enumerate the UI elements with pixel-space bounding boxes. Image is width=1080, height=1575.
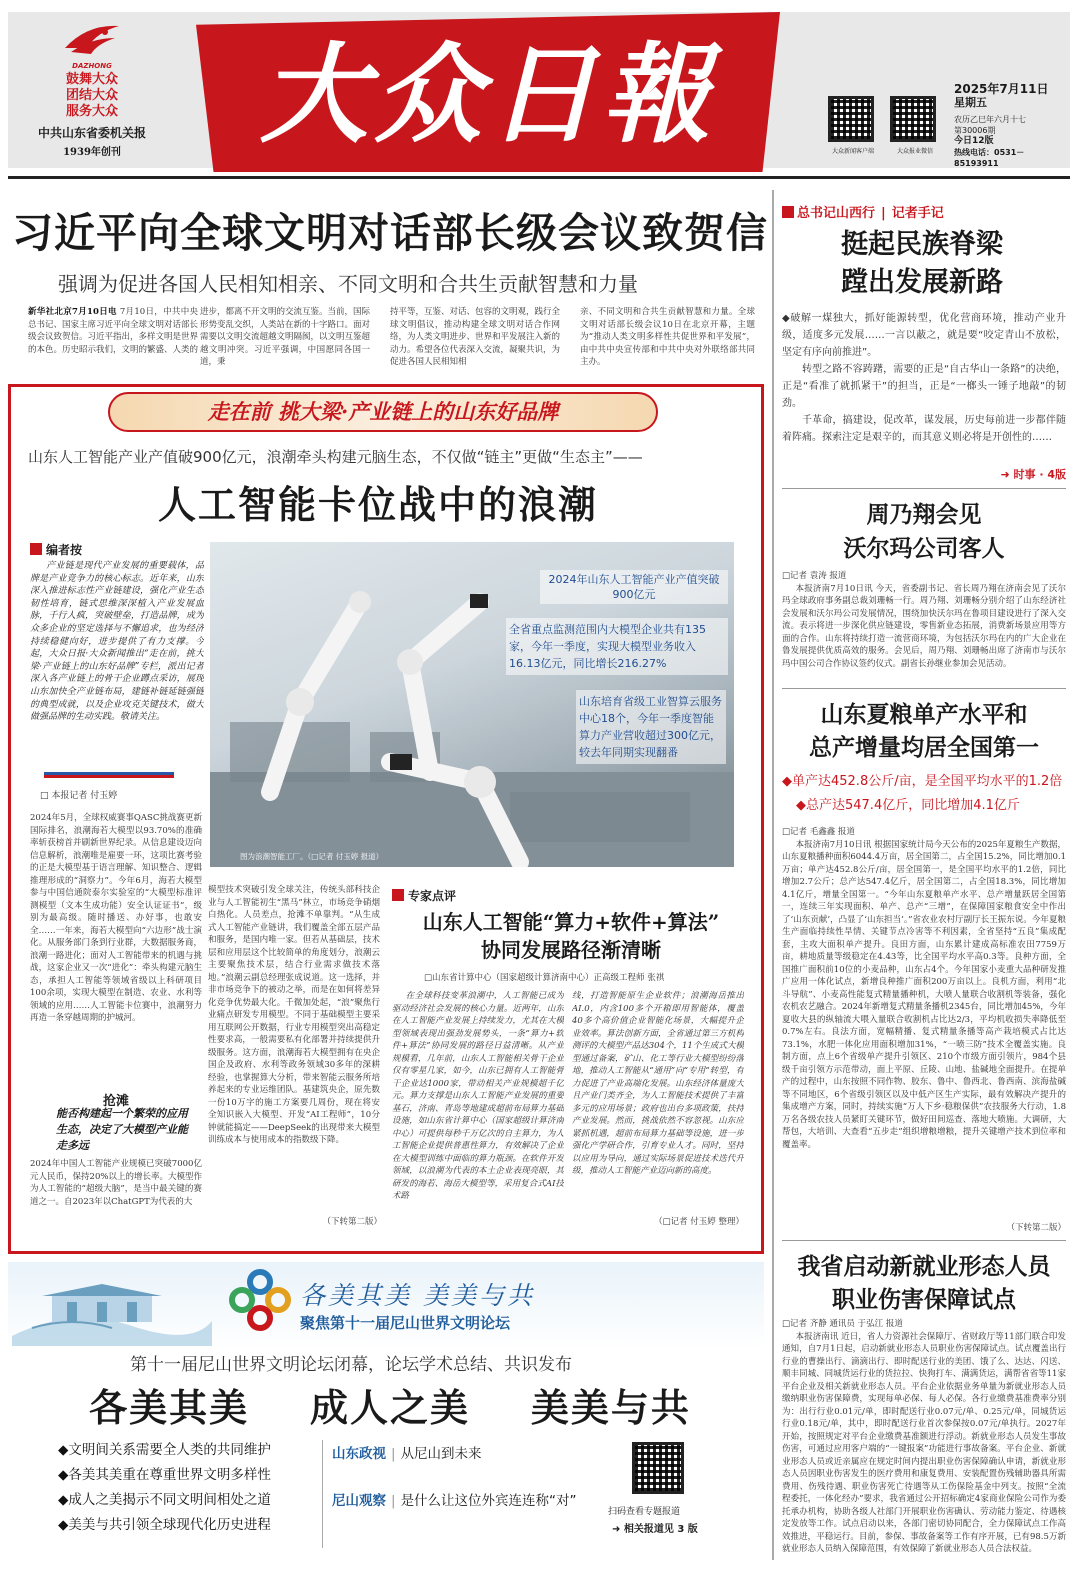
sidebar-tag2: 记者手记 xyxy=(891,206,944,221)
sidebar-col-p3: 千革命，搞建设，促改革，谋发展，历史每前进一步都伴随着阵痛。探索注定是艰辛的，而其意义则必将是开创性的…… xyxy=(782,415,1066,443)
sidebar-divider xyxy=(772,190,774,1560)
sidebar-rule-3 xyxy=(782,1240,1066,1241)
link2-text: 是什么让这位外宾连连称“对” xyxy=(400,1493,577,1509)
sidebar-col-title-1: 挺起民族脊梁 xyxy=(841,229,1003,260)
qr-block-2 xyxy=(890,96,940,155)
sidebar-col-title xyxy=(782,226,1062,302)
lead-col-3: 持平等，互鉴、对话、包容的文明观，践行全球文明倡议，推动构建全球文明对话合作网络，为人类文明进步、世界和平发展注入新的动力。希望各位代表深入交流，凝聚共识，为促进各国人民相知相 xyxy=(390,307,560,367)
breakthrough-tag: 抢滩 xyxy=(102,1094,129,1109)
story3-jump[interactable]: （下转第二版） xyxy=(1006,1223,1066,1233)
lead-subhead: 强调为促进各国人民相知相亲、不同文明和合共生贡献智慧和力量 xyxy=(58,272,638,296)
sidebar-rule-1 xyxy=(782,488,1066,489)
story4-title xyxy=(782,1250,1066,1316)
qr-block-1 xyxy=(828,96,878,155)
feature-kicker: 山东人工智能产业产值破900亿元，浪潮牵头构建元脑生态，不仅做“链主”更做“生态主”—— xyxy=(28,448,643,466)
hotline-label: 热线电话：0531－85193911 xyxy=(954,148,1025,168)
editor-tag-row xyxy=(30,541,200,558)
stat-box-2: 全省重点监测范围内大模型企业共有135家，今年一季度，实现大模型业务收入16.13亿元，同比增长216.27% xyxy=(506,618,728,675)
story4-text: 本报济南讯 近日，省人力资源社会保障厅、省财政厅等11部门联合印发通知，自7月1日起，启动新就业形态人员职业伤害保障试点。试点覆盖出行行业的曹操出行、滴滴出行、即时配送行业的美团、饿了么、达达、闪送、顺丰同城、同城货运行业的货拉拉、快狗打车、满满货运，满帮省省等11家平台企业及相关新就业形态人员。平台企业依据业务单量为新就业形态人员缴纳职业伤害保障费，实现每单必保、每人必保。各行业缴费基准费率分别为：出行行业0.01元/单，即时配送行业0.07元/单、0.25元/单，同城货运行业0.18元/单，其中，即时配送行业首次参保按0.07元/单执行。2027年开始，按照规定对平台企业缴费基准额进行浮动。新就业形态人员发生事故伤害，可通过应用客户端的“一键报案”功能进行事故备案。平台企业、新就业形态人员或近亲属应在规定时间内提出职业伤害保障确认申请，新就业形态人员因职业伤害发生的医疗费用和康复费用、安装配置伤残辅助器具所需费用、伤残待遇、职业伤害死亡待遇等从工伤保险基金中列支。按照“全流程委托，一体化经办”要求，我省通过公开招标确定4家商业保险公司作为委托承办机构，协助各级人社部门开展职业伤害确认、劳动能力鉴定、待遇核定发放等工作。试点启动以来，各部门密切协同配合，全力保障试点工作高效推进，平稳运行。目前，参保、事故备案等工作有序开展，已有98.5万新就业形态人员纳入保障范围，有效保障了新就业形态人员合法权益。 xyxy=(782,1331,1066,1554)
expert-tag: 专家点评 xyxy=(408,889,457,903)
lead-col-2: 进步，都离不开文明的交流互鉴。当前，国际形势变乱交织，人类站在新的十字路口。面对需要以文明交流超越文明隔阂，以文明互鉴超越文明冲突。习近平强调，中国愿同各国一道，秉 xyxy=(200,307,370,367)
breakthrough-quote: 能否构建起一个繁荣的应用生态，决定了大模型产业能走多远 xyxy=(56,1107,188,1152)
date-label: 2025年7月11日 xyxy=(954,82,1049,96)
lunar-label: 农历乙巳年六月十七 xyxy=(954,115,1026,124)
tag-square-icon xyxy=(30,543,42,555)
slogan-3: 服务大众 xyxy=(65,104,118,119)
feature-banner: 走在前 挑大梁·产业链上的山东好品牌 xyxy=(207,399,559,424)
forum-logo-icon xyxy=(228,1268,292,1332)
editor-note-rule-red xyxy=(44,775,174,778)
story3-body xyxy=(782,826,1066,1222)
qr2-label: 大众报业微信 xyxy=(896,148,933,155)
bottom-points xyxy=(58,1438,318,1538)
story3-bullet-1: ◆单产达452.8公斤/亩，是全国平均水平的1.2倍 xyxy=(782,774,1063,789)
sidebar-col-jump[interactable]: ➜ 时事 · 4版 xyxy=(1000,468,1066,481)
dazhong-logo-icon xyxy=(57,18,127,62)
qr1-label: 大众新闻客户端 xyxy=(831,148,874,155)
weekday-label: 星期五 xyxy=(954,96,987,109)
bottom-point-2: ◆各美其美重在尊重世界文明多样性 xyxy=(58,1467,271,1483)
bottom-jump[interactable]: ➜ 相关报道见 3 版 xyxy=(612,1524,698,1535)
expert-col1-text: 在全球科技变革浪潮中，人工智能已成为驱动经济社会发展的核心力量。近两年，山东在人工智能产业发展上持续发力，尤其在大模型领域表现出强劲发展势头，一条“算力+软件+算法”协同发展的路径日益清晰。从产业规模看，几年前，山东人工智能相关骨干企业仅有零星几家，如今，山东已拥有人工智能骨干企业达1000家，带动相关产业规模超千亿元。算力支撑是山东人工智能产业发展的重要基石，济南、青岛等地建成超前布局算力基础设施，如山东省计算中心（国家超级计算济南中心）可提供每秒千万亿次的自主算力，为人工智能企业提供普惠性算力，有效解决了企业在大模型训练中面临的算力瓶颈。在软件开发领域，以浪潮为代表的本土企业表现亮眼，其研发的海若、海岳大模型等，采用复合式AI技术路 xyxy=(392,991,564,1201)
story3-title xyxy=(782,698,1066,764)
stat-box-3: 山东培育省级工业智算云服务中心18个，今年一季度智能算力产业营收超过300亿元，较去年同期实现翻番 xyxy=(576,690,726,764)
story3-title-2: 总产增量均居全国第一 xyxy=(809,734,1039,761)
bottom-qr-label: 扫码查看专题报道 xyxy=(608,1507,681,1517)
expert-tag-row xyxy=(392,887,562,904)
bottom-divider xyxy=(322,1440,323,1548)
stat-box-1: 2024年山东人工智能产业产值突破900亿元 xyxy=(540,570,728,604)
story3-bullet-2: ◆总产达547.4亿斤，同比增加4.1亿斤 xyxy=(796,798,1020,813)
sidebar-tag: 总书记山西行 xyxy=(797,206,876,221)
expert-title-2: 协同发展路径渐清晰 xyxy=(481,938,661,962)
expert-sign: （□记者 付玉婷 整理） xyxy=(654,1217,744,1227)
expert-col1 xyxy=(392,990,564,1230)
expert-title-1: 山东人工智能“算力+软件+算法” xyxy=(422,910,720,934)
story3-byline: □记者 毛鑫鑫 报道 xyxy=(782,827,855,837)
feature-body-col2-jump[interactable]: （下转第二版） xyxy=(322,1217,382,1227)
logo-text: DAZHONG xyxy=(72,62,112,70)
masthead-left xyxy=(12,16,172,166)
story2-byline: □记者 袁涛 报道 xyxy=(782,571,847,581)
bottom-focus: 聚焦第十一届尼山世界文明论坛 xyxy=(300,1314,511,1332)
lead-dateline: 新华社北京7月10日电 xyxy=(28,307,117,317)
lead-col-1 xyxy=(28,306,198,370)
feature-body-col1b: 2024年中国人工智能产业规模已突破7000亿元人民币，保持20%以上的增长率。大模型作为人工智能的“超级大脑”，是当中最关键的赛道之一。自2023年以ChatGPT为代表的大 xyxy=(30,1159,202,1207)
qr-code-icon xyxy=(890,96,936,142)
temple-illustration-icon xyxy=(12,1266,212,1346)
bottom-headline: 各美其美 成人之美 美美与共 xyxy=(89,1385,691,1430)
expert-col2: 线，打造智能原生企业软件；浪潮海岳推出AI.0，内含100多个开箱即用智能体，覆盖40多个高价值企业智能化场景，大幅提升企业效率。算法创新方面，全省通过第三方机构测评的大模型产品达304个，11个生成式大模型通过备案，矿山、化工等行业大模型纷纷落地，推动人工智能从“通用”向“专用”转型，有力促进了产业高端化发展。山东经济体量庞大且产业门类齐全，为人工智能技术提供了丰富多元的应用场景；政府也出台多项政策，扶持产业发展。然而，挑战依然不容忽视。山东应紧抓机遇，超前布局算力基础等设施，进一步强化产学研合作，引育专业人才。同时，坚持以应用为导向，通过实际场景促进技术迭代升级，推动人工智能产业迈向新的高度。 xyxy=(572,991,744,1176)
tag-square-icon xyxy=(392,889,404,901)
editor-tag: 编者按 xyxy=(46,543,83,557)
bottom-link-2[interactable]: 尼山观察 | 是什么让这位外宾连连称“对” xyxy=(332,1493,577,1509)
sidebar-rule-2 xyxy=(782,688,1066,689)
date-block xyxy=(954,84,1064,169)
founded-label: 1939年创刊 xyxy=(63,147,121,158)
story3-text: 本报济南7月10日讯 根据国家统计局今天公布的2025年夏粮生产数据，山东夏粮播种面积6044.4万亩，居全国第二，占全国15.2%，同比增加0.1万亩；单产达452.8公斤/亩，居全国第一，是全国平均水平的1.2倍，同比增加2.7公斤；总产达547.4亿斤，居全国第二，占全国18.3%，同比增加4.1亿斤，增量全国第一。“今年山东夏粮单产水平、总产增量跃居全国第一，连续三年实现面积、单产、总产“三增”，在保障国家粮食安全中作出了‘山东贡献’，凸显了‘山东担当’。”省农业农村厅副厅长王振东说。今年夏粮生产面临持续性旱情、关键节点冷害等不利因素，全省坚持“五良”集成配套，主攻大面积单产提升。良田方面，山东累计建成高标准农田7759万亩，耕地质量等级稳定在4.43等，比全国平均水平高0.3等。良种方面，全国推广面积前10位的小麦品种，山东占4个。今年国家小麦重大品种研发推广应用一体化试点，新增良种推广面积200万亩以上。良机方面，利用“北斗导航”、小麦高性能复式精量播种机，大喷人量联合收割机等装备，强化农机农艺融合。2024年新增复式精量条播机2345台，同比增加45%，今年夏收大县的纵轴流大喂入量联合收割机占比达2/3，平均机收损失率降低至0.7%左右。良法方面，宽幅精播、复式精量条播等高产栽培模式占比达73.1%，水肥一体化应用面积增加31%，“一喷三防”技术全覆盖实施。良制方面，点上6个省级单产提升引领区、210个市级方面引领片，984个县级千亩引领方示范带动，面上平原、丘陵、山地、盐碱地全面提升。在提单产的过程中，山东按照不同作物、胶东、鲁中、鲁西北、鲁西南、滨海盐碱等不同地区，6个省级引领区以及中低产区生产实际，最有效解决产提升的集成增产方案，同时，持续实施“万人下乡·稳粮保供”农技服务大行动，1.8万名各级农技人员紧盯关键环节，做好田间巡查、落地大喷施。大调研，大帮包，大培训、大查看“五步走”组织增粮增粮，提升关键增产技术到位率和覆盖率。 xyxy=(782,839,1066,1150)
feature-headline: 人工智能卡位战中的浪潮 xyxy=(157,482,598,527)
feature-byline: □ 本报记者 付玉婷 xyxy=(40,791,118,801)
slogan-1: 鼓舞大众 xyxy=(65,72,118,87)
sidebar-col-body xyxy=(782,310,1066,446)
sidebar-col-title-2: 蹚出发展新路 xyxy=(841,267,1003,298)
masthead-title: 大众日報 xyxy=(259,32,716,158)
bottom-kicker: 第十一届尼山世界文明论坛闭幕，论坛学术总结、共识发布 xyxy=(130,1355,572,1375)
masthead-rule xyxy=(8,176,1070,179)
bottom-logo-phrase: 各美其美 美美与共 xyxy=(300,1281,535,1310)
pages-label: 今日12版 xyxy=(954,136,994,146)
feature-body-col1: 2024年5月，全球权威赛事QASC挑战赛更新国际排名，浪潮海若大模型以93.70%的准确率斩获榜首并刷新世界纪录。从信息建设迈向信息解析，浪潮唯是雇要一环，这项比赛考验的正是大模型基于语言理解、知识整合、逻辑推理形成的“洞察力”。今年6月，海若大模型参与中国信通院泰尔实验室的“大模型标准评测模型（文本生成功能）安全认证证书”，级别为最高级。随时播送、办好事，也敢安全……一年来，海若大模型向“六边形”战士演化。从服务部门条到行业群，大数据服务商，浪潮一路进化；面对人工智能带来的机遇与挑战，这家企业又一次“进化”：牵头构建元脑生态，承担人工智能等领域省级以上科研项目100余项，实现大模型在制造、农业、水利等领域的应用……人工智能卡位赛中，浪潮努力再造一条穿越周期的护城河。 xyxy=(30,813,202,1023)
story4-byline: □记者 齐静 通讯员 于弘江 报道 xyxy=(782,1319,903,1329)
story3-title-1: 山东夏粮单产水平和 xyxy=(820,701,1028,728)
bottom-point-3: ◆成人之美揭示不同文明间相处之道 xyxy=(58,1492,271,1508)
expert-byline: □山东省计算中心（国家超级计算济南中心）正高级工程师 张祺 xyxy=(424,973,665,983)
organ-label: 中共山东省委机关报 xyxy=(37,126,146,140)
editor-note-text: 产业链是现代产业发展的重要载体，品牌是产业竞争力的核心标志。近年来，山东深入推进标志性产业链建设，强化产业生态韧性培育，链式思维深深植入产业发展血脉，千行人疯，突破壁垒，打造品牌，成为众多企业的坚定选择与不懈追求，也为经济持续稳健向好，进步提供了有力支撑。今起，大众日报·大众新闻推出“走在前，挑大梁·产业链上的山东好品牌”专栏，派出记者深入各产业链上的骨干企业蹲点采访，展现山东加快全产业链布局，建链补链延链强链的典型成就，以及企业攻克关键技术，做大做强品牌的生动实践。敬请关注。 xyxy=(30,561,204,723)
feature-body-col2: 模型技术突破引发全球关注，传统头部科技企业与人工智能初生“黑马”林立，市场竞争硝烟白热化。人员差点，抢滩不单靠判。“从生成式人工智能产业链讲，我们覆盖全部五层产品和服务，是国内唯一家。但若从基础层，技术层和应用层这个比较简单的角度划分，浪潮云主要聚焦技术层，结合行业需求做技术落地。”浪潮云副总经理张成说道。这一选择，并非市场竞争下的被动之举，而是在如何将差异化竞争优势最大化。千微加处起，“浪”聚焦行业痛点研发专用模型。不同于基础模型主要采用互联网公开数据，行业专用模型突出高稳定性要求高，一般需要私有化部署并持续提供升级服务。这方面，浪潮海若大模型拥有在央企国企及政府、水利等政务领域30多年的深耕经验，也掌握算大分析，带来智能云服务所培养起来的专业运维团队。基建筑央企，原先数一份10万字的施工方案要几周份，现在将安全知识嵌入大模型、开发“AI工程师”，10分钟就能搞定——DeepSeek的出现带来大模型训练成本与使用成本的指数级下降。 xyxy=(208,885,380,1145)
sidebar-col-p1: ◆破解一煤独大，抓好能源转型，优化营商环境，推动产业升级，适度多元发展……一言以蔽之，就是要“咬定青山不放松，坚定有序向前推进”。 xyxy=(782,313,1066,358)
bottom-qr[interactable] xyxy=(632,1442,684,1494)
expert-title xyxy=(386,908,756,964)
story4-body xyxy=(782,1318,1066,1564)
sidebar-col-p2: 转型之路不容踌躇，需要的正是“自古华山一条路”的决绝，正是“看准了就抓紧干”的担当，正是“一榔头一锤子地敲”的韧劲。 xyxy=(782,364,1066,409)
lead-col-1-text: 7月10日，中共中央总书记、国家主席习近平向全球文明对话部长级会议致贺信。习近平指出，多样文明是世界的本色。历史昭示我们，文明的繁盛、人类的 xyxy=(28,307,198,355)
story4-title-1: 我省启动新就业形态人员 xyxy=(797,1253,1051,1280)
bottom-link-1[interactable]: 山东政视 | 从尼山到未来 xyxy=(332,1446,482,1462)
qr-code-icon xyxy=(632,1442,684,1494)
bottom-point-1: ◆文明间关系需要全人类的共同维护 xyxy=(58,1442,271,1458)
story4-title-2: 职业伤害保障试点 xyxy=(832,1286,1016,1313)
bottom-point-4: ◆美美与共引领全球现代化历史进程 xyxy=(58,1517,271,1533)
story2-text: 本报济南7月10日讯 今天，省委副书记、省长周乃翔在济南会见了沃尔玛全球政府事务副总裁刘珊畅一行。周乃翔、刘珊畅分别介绍了山东经济社会发展和沃尔玛公司发展情况，围绕加快沃尔玛在鲁项目建设进行了深入交流。表示将进一步深化供应链建设，零售新业态拓展，消费新场景应用等方面的合作。山东将持续打造一流营商环境，为包括沃尔玛在内的广大企业在鲁发展提供优质高效的服务。会见后，周乃翔、刘珊畅出席了济南市与沃尔玛中国公司合作协议签约仪式。副省长孙继业参加会见活动。 xyxy=(782,583,1066,669)
link1-tag: 山东政视 xyxy=(332,1446,386,1462)
story2-title xyxy=(782,498,1066,566)
sidebar-tag-row: 总书记山西行 | 记者手记 xyxy=(782,202,1062,221)
lead-col-4: 亲、不同文明和合共生贡献智慧和力量。全球文明对话部长级会议10日在北京开幕，主题为“推动人类文明多样性共促世界和平发展”，由中共中央宣传部和中共中央对外联络部共同主办。 xyxy=(580,307,755,367)
story2-title-2: 沃尔玛公司客人 xyxy=(843,535,1005,562)
issue-label: 第30006期 xyxy=(954,126,996,135)
story2-title-1: 周乃翔会见 xyxy=(866,501,982,528)
link2-tag: 尼山观察 xyxy=(332,1493,386,1509)
story3-bullets xyxy=(782,770,1066,818)
editor-note xyxy=(30,560,204,766)
lead-headline: 习近平向全球文明对话部长级会议致贺信 xyxy=(12,209,768,257)
story2-body xyxy=(782,570,1066,676)
tag-square-icon xyxy=(782,206,794,218)
qr-code-icon xyxy=(828,96,874,142)
link1-text: 从尼山到未来 xyxy=(400,1446,482,1462)
slogan-2: 团结大众 xyxy=(65,88,118,103)
photo-caption: 图为浪潮智能工厂。（□记者 付玉婷 报道） xyxy=(240,852,384,861)
